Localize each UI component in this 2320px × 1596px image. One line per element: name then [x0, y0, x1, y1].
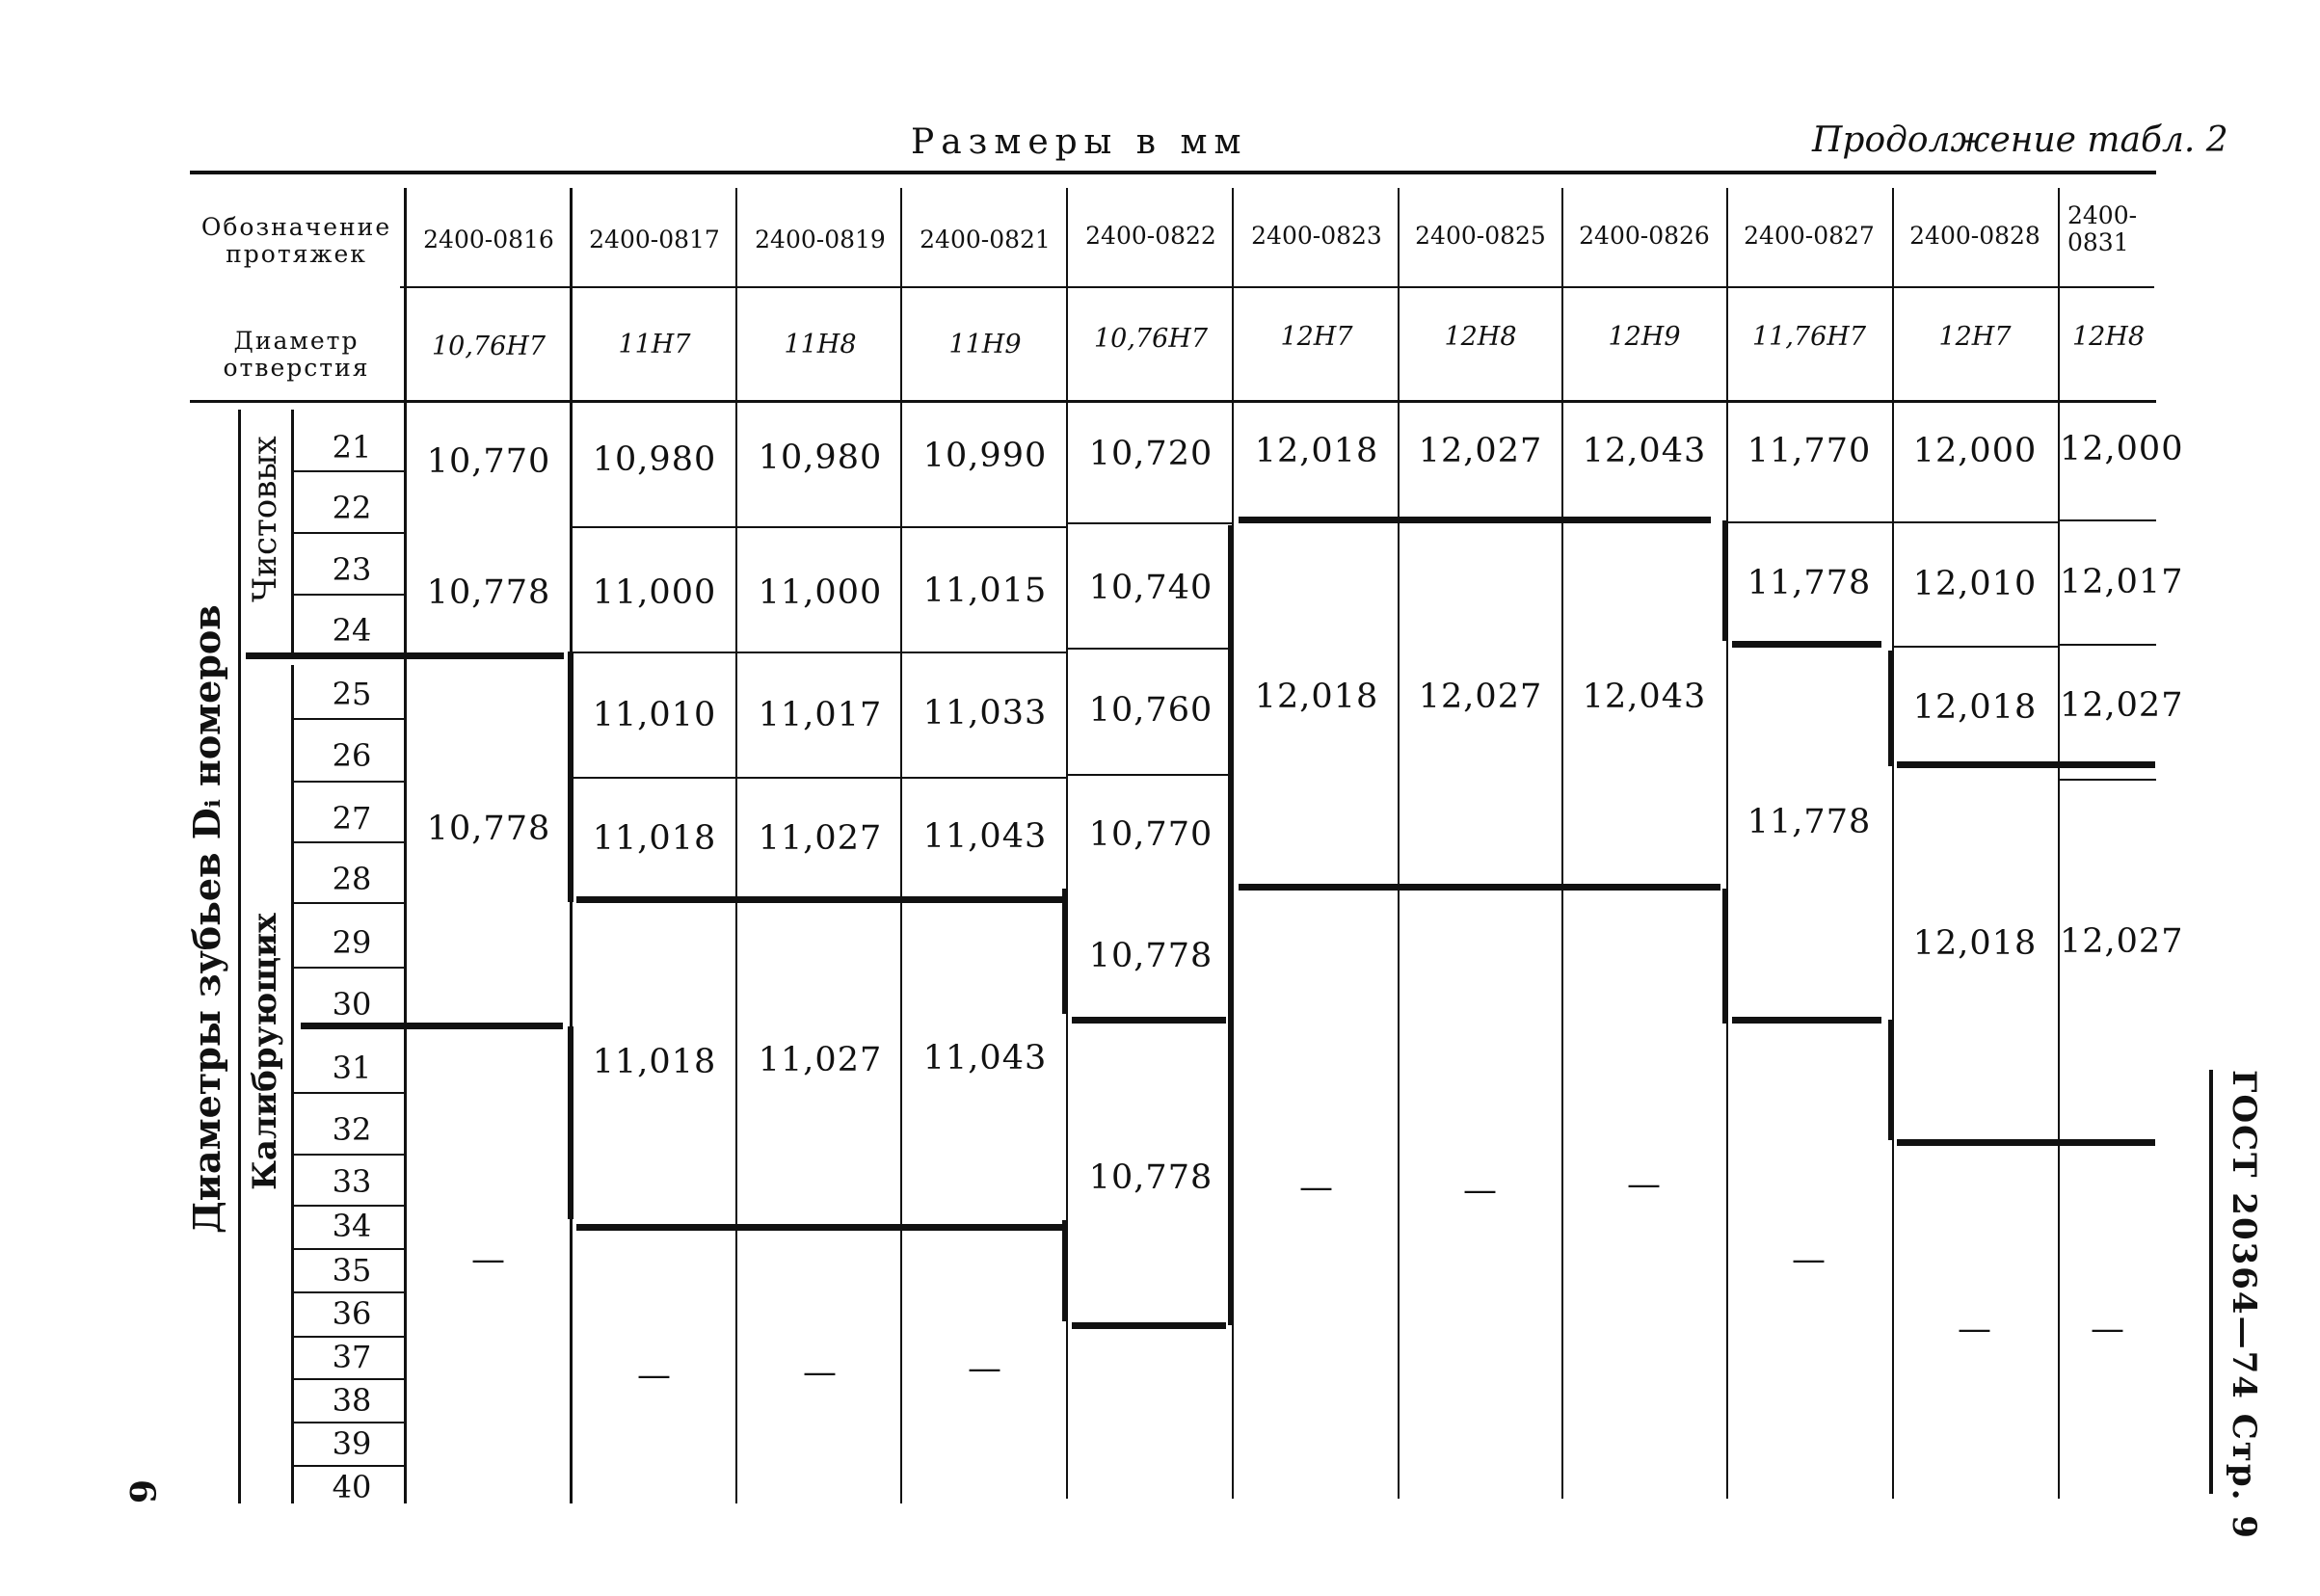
row-line: [294, 532, 405, 534]
step-line: [1888, 651, 1894, 766]
col-sep-10: [2058, 188, 2060, 1499]
top-rule: [190, 171, 2156, 174]
value-cell: 12,017: [2060, 563, 2184, 601]
row-line: [294, 1154, 405, 1156]
tooth-number: 31: [332, 1050, 372, 1086]
col-sep-7: [1561, 188, 1563, 1499]
value-cell: 11,017: [758, 696, 883, 734]
value-cell: 11,778: [1747, 803, 1872, 841]
step-line: [1072, 1322, 1226, 1329]
col-sep-2: [735, 188, 737, 1503]
cell-sep: [1892, 646, 2058, 648]
value-cell: —: [637, 1356, 672, 1395]
value-cell: 10,770: [426, 442, 551, 481]
value-cell: 12,000: [2060, 430, 2184, 468]
step-line: [1228, 525, 1234, 1325]
code-header-5: 2400-0823: [1251, 222, 1382, 250]
step-line: [1897, 761, 2155, 768]
tooth-number: 22: [332, 490, 372, 526]
group-label-calibrating: Калибрующих: [246, 913, 284, 1190]
step-line: [301, 1023, 563, 1029]
tooth-number: 37: [332, 1339, 372, 1375]
step-line: [576, 896, 1066, 903]
diam-header-0: 10,76H7: [431, 332, 547, 361]
header-rule: [190, 400, 2156, 403]
value-cell: 12,018: [1912, 688, 2038, 727]
step-line: [246, 652, 564, 659]
value-cell: 10,778: [1088, 1158, 1213, 1197]
value-cell: 11,018: [592, 819, 717, 858]
col-sep-0: [404, 188, 407, 1503]
step-line: [1888, 1020, 1894, 1140]
header-label-broach: Обозначение протяжек: [200, 213, 392, 268]
value-cell: 11,010: [592, 696, 717, 734]
value-cell: 10,770: [1088, 815, 1213, 854]
value-cell: 10,778: [426, 810, 551, 848]
step-line: [1732, 1017, 1881, 1024]
value-cell: 11,000: [758, 573, 883, 612]
col-sep-8: [1726, 188, 1728, 1499]
tooth-number: 27: [332, 800, 372, 837]
value-cell: 11,043: [922, 817, 1048, 856]
diam-header-8: 11,76H7: [1751, 322, 1867, 352]
cell-sep: [1068, 774, 1232, 776]
row-line: [294, 967, 405, 969]
value-cell: —: [1299, 1168, 1334, 1207]
row-line: [294, 1205, 405, 1207]
value-cell: 12,027: [2060, 922, 2184, 961]
value-cell: 10,740: [1088, 569, 1213, 607]
header-label-diameter: Диаметр отверстия: [223, 327, 370, 382]
diam-header-5: 12H7: [1280, 322, 1353, 352]
value-cell: 12,018: [1912, 924, 2038, 963]
tooth-number: 32: [332, 1111, 372, 1148]
tooth-number: 28: [332, 861, 372, 897]
value-cell: —: [471, 1240, 506, 1279]
tooth-number: 25: [332, 676, 372, 712]
value-cell: 10,778: [426, 573, 551, 612]
row-line: [294, 781, 405, 783]
units-caption: Размеры в мм: [911, 122, 1248, 162]
tooth-number: 33: [332, 1163, 372, 1200]
margin-rule: [2209, 1070, 2213, 1494]
value-cell: —: [1958, 1310, 1992, 1348]
step-line: [576, 1224, 1066, 1231]
tooth-number: 38: [332, 1382, 372, 1419]
value-cell: 11,018: [592, 1043, 717, 1081]
cell-sep: [572, 526, 1066, 528]
page-number: 6: [121, 1479, 162, 1504]
code-header-9: 2400-0828: [1909, 222, 2040, 250]
step-line: [568, 652, 573, 902]
diam-header-1: 11H7: [618, 330, 691, 359]
col-sep-a: [238, 410, 241, 1503]
value-cell: 10,980: [592, 440, 717, 479]
value-cell: 11,027: [758, 819, 883, 858]
row-line: [294, 1422, 405, 1423]
tooth-number: 35: [332, 1252, 372, 1289]
row-line: [294, 594, 405, 596]
group-label-finishing: Чистовых: [246, 436, 284, 602]
diam-header-4: 10,76H7: [1093, 324, 1209, 354]
vertical-title: Диаметры зубьев Dᵢ номеров: [185, 604, 228, 1234]
row-line: [294, 902, 405, 904]
diam-header-3: 11H9: [948, 330, 1022, 359]
code-header-10: 2400-0831: [2067, 201, 2138, 256]
code-header-3: 2400-0821: [920, 226, 1051, 253]
tooth-number: 29: [332, 924, 372, 961]
row-line: [294, 1291, 405, 1293]
diam-header-6: 12H8: [1444, 322, 1517, 352]
value-cell: 11,015: [922, 572, 1048, 610]
step-line: [1722, 520, 1728, 641]
col-sep-6: [1398, 188, 1400, 1499]
row-line: [294, 1378, 405, 1380]
step-line: [568, 1026, 573, 1219]
value-cell: 10,980: [758, 439, 883, 477]
value-cell: —: [803, 1353, 838, 1392]
header-mid-rule: [400, 286, 2154, 288]
col-sep-9: [1892, 188, 1894, 1499]
value-cell: —: [2091, 1310, 2125, 1348]
value-cell: 12,027: [1418, 432, 1543, 470]
value-cell: 11,033: [922, 694, 1048, 732]
step-line: [1239, 884, 1720, 891]
value-cell: 10,990: [922, 437, 1048, 475]
row-line: [294, 841, 405, 843]
value-cell: 11,027: [758, 1041, 883, 1079]
row-line: [294, 1336, 405, 1338]
cell-sep: [2060, 644, 2156, 646]
code-header-7: 2400-0826: [1579, 222, 1710, 250]
step-line: [1062, 1220, 1068, 1321]
code-header-8: 2400-0827: [1744, 222, 1875, 250]
code-header-0: 2400-0816: [423, 226, 554, 253]
tooth-number: 34: [332, 1208, 372, 1244]
value-cell: 10,778: [1088, 937, 1213, 975]
side-gost-label: ГОСТ 20364—74 Стр. 9: [2225, 1070, 2263, 1540]
tooth-number: 21: [332, 429, 372, 466]
code-header-6: 2400-0825: [1415, 222, 1546, 250]
cell-sep: [2060, 779, 2156, 781]
row-line: [294, 1248, 405, 1250]
tooth-number: 23: [332, 551, 372, 588]
value-cell: 12,043: [1582, 678, 1707, 716]
step-line: [1062, 889, 1068, 1014]
value-cell: 12,018: [1254, 432, 1379, 470]
diam-header-10: 12H8: [2071, 322, 2146, 352]
value-cell: 11,778: [1747, 564, 1872, 602]
cell-sep: [1728, 521, 2058, 523]
cell-sep: [2060, 519, 2156, 521]
row-line: [294, 718, 405, 720]
step-line: [1239, 517, 1711, 523]
step-line: [1072, 1017, 1226, 1024]
value-cell: 11,770: [1747, 432, 1872, 470]
value-cell: —: [968, 1349, 1002, 1388]
diam-header-9: 12H7: [1938, 322, 2012, 352]
row-line: [294, 1092, 405, 1094]
cell-sep: [1068, 648, 1232, 650]
cell-sep: [1068, 522, 1232, 524]
code-header-2: 2400-0819: [755, 226, 886, 253]
tooth-number: 39: [332, 1425, 372, 1462]
tooth-number: 24: [332, 612, 372, 649]
value-cell: 10,720: [1088, 435, 1213, 473]
value-cell: —: [1792, 1240, 1827, 1279]
value-cell: 11,000: [592, 573, 717, 612]
step-line: [1897, 1139, 2155, 1146]
diam-header-7: 12H9: [1608, 322, 1681, 352]
step-line: [1722, 889, 1728, 1024]
value-cell: 12,018: [1254, 678, 1379, 716]
row-line: [294, 470, 405, 472]
tooth-number: 40: [332, 1469, 372, 1505]
cell-sep: [572, 777, 1066, 779]
value-cell: 12,027: [2060, 686, 2184, 725]
tooth-number: 36: [332, 1295, 372, 1332]
value-cell: 12,027: [1418, 678, 1543, 716]
value-cell: —: [1627, 1165, 1662, 1204]
value-cell: —: [1463, 1171, 1498, 1210]
tooth-number: 30: [332, 986, 372, 1023]
continuation-caption: Продолжение табл. 2: [1812, 120, 2228, 160]
code-header-4: 2400-0822: [1085, 222, 1216, 250]
code-header-1: 2400-0817: [589, 226, 720, 253]
step-line: [1732, 641, 1881, 648]
value-cell: 12,000: [1912, 432, 2038, 470]
value-cell: 10,760: [1088, 691, 1213, 730]
tooth-number: 26: [332, 737, 372, 774]
diam-header-2: 11H8: [784, 330, 857, 359]
value-cell: 12,010: [1912, 565, 2038, 603]
value-cell: 12,043: [1582, 432, 1707, 470]
value-cell: 11,043: [922, 1039, 1048, 1077]
cell-sep: [572, 652, 1066, 653]
row-line: [294, 1465, 405, 1467]
